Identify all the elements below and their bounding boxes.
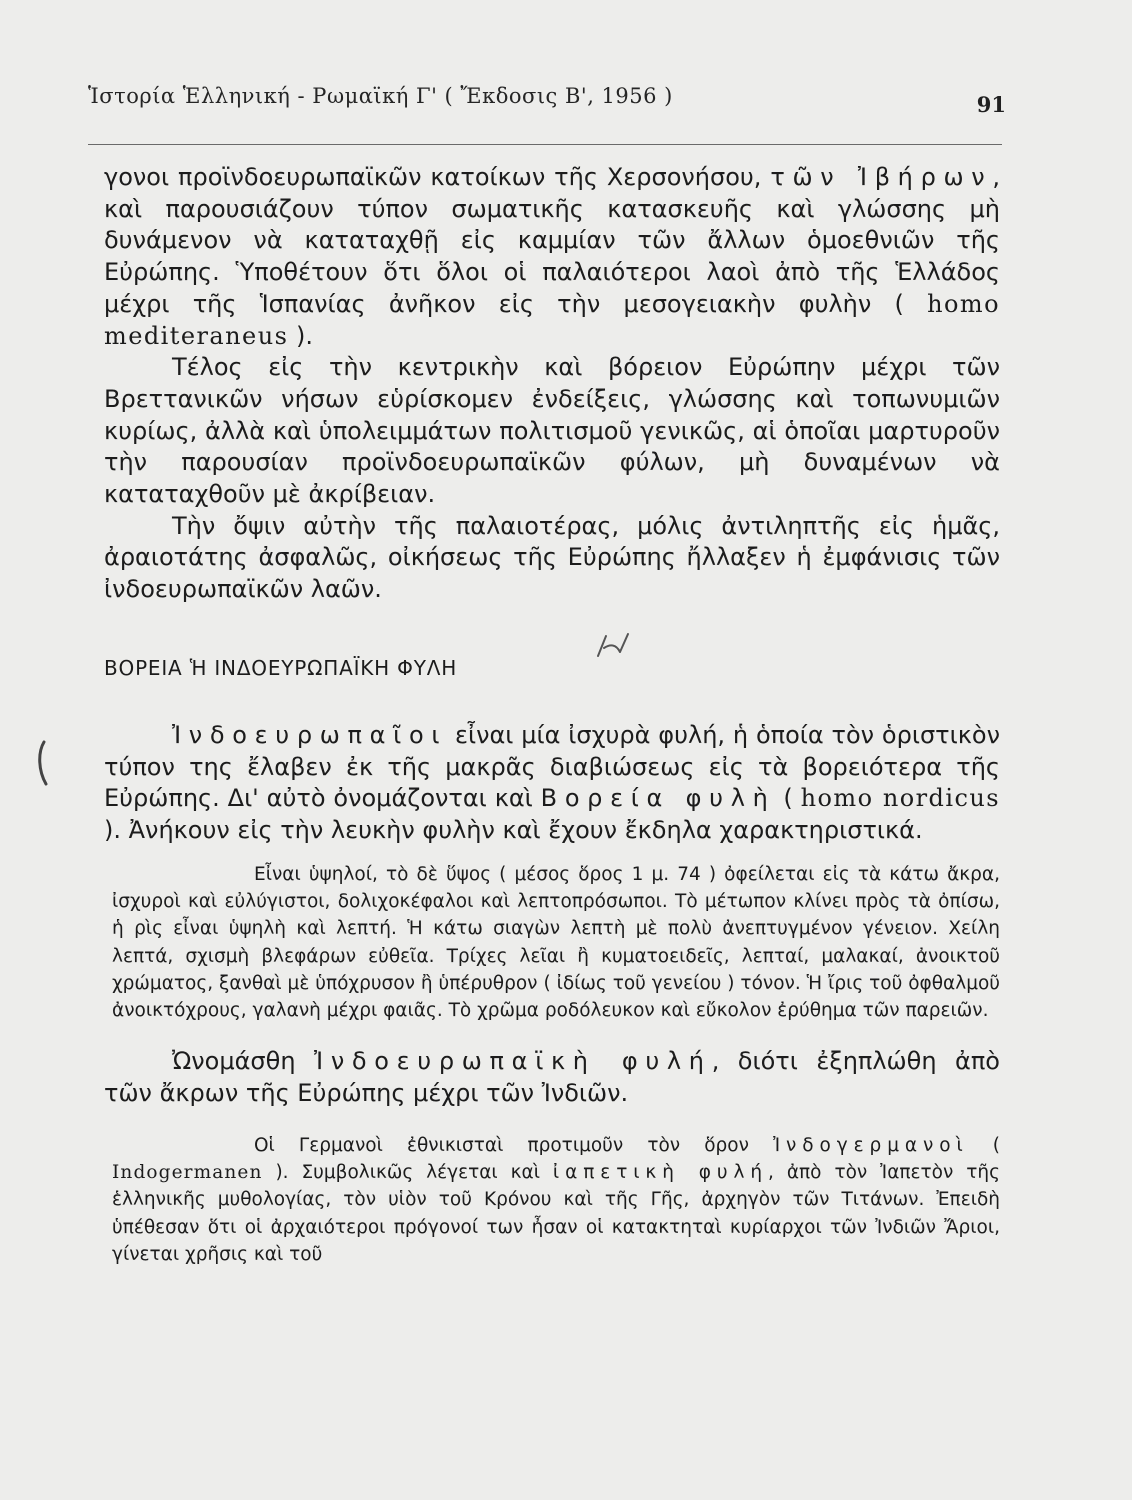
text-run: ). Ἀνήκουν εἰς τὴν λευκὴν φυλὴν καὶ ἔχουν ἔκδηλα χαρακτηριστικά. — [104, 815, 923, 844]
latin-term: homo mediteraneus — [104, 289, 1000, 350]
text-run: Ὠνομάσθη — [172, 1047, 315, 1076]
text-run: ( — [775, 784, 801, 813]
text-run: Τὴν ὄψιν αὐτὴν τῆς παλαιοτέρας, μόλις ἀντιληπτῆς εἰς ἡμᾶς, ἀραιοτάτης ἀσφαλῶς, οἰκήσεως τῆς Εὐρώπης ἤλλαξεν ἡ ἐμφάνισις τῶν ἰνδοευρωπαϊκῶν λαῶν. — [104, 511, 1000, 604]
paragraph-appearance — [104, 511, 1000, 606]
spacer — [104, 847, 1000, 861]
text-run: εἶναι μία ἰσχυρὰ φυλή, ἡ ὁποία τὸν ὁριστικὸν τύπον της ἔλαβεν ἐκ τῆς μακρᾶς διαβιώσεως εἰς τὰ βορειότερα τῆς Εὐρώπης. Δι' αὐτὸ ὀνομάζονται καὶ — [104, 720, 1000, 813]
text-run: ). — [288, 321, 313, 350]
pencil-mark-icon — [594, 630, 634, 664]
margin-mark-icon — [32, 740, 52, 786]
footnote-block — [112, 1132, 1000, 1268]
body-text — [104, 162, 1000, 1268]
page-number: 91 — [976, 92, 1006, 117]
text-run: Τέλος εἰς τὴν κεντρικὴν καὶ βόρειον Εὐρώπην μέχρι τῶν Βρεττανικῶν νήσων εὑρίσκομεν ἐνδείξεις, γλώσσης καὶ τοπωνυμιῶν κυρίως, ἀλλὰ καὶ ὑπολειμμάτων πολιτισμοῦ γενικῶς, αἱ ὁποῖαι μαρτυροῦν τὴν παρουσίαν προϊνδοευρωπαϊκῶν φύλων, μὴ δυναμένων νὰ καταταχθοῦν μὲ ἀκρίβειαν. — [104, 353, 1000, 509]
text-run: γονοι προϊνδοευρωπαϊκῶν κατοίκων τῆς Χερσονήσου, — [104, 163, 771, 191]
paragraph-indoeuropeans — [104, 720, 1000, 847]
text-run: ( — [968, 1134, 1001, 1156]
spacer — [104, 1024, 1000, 1046]
emphasis-indogermanoi: Ἰνδογερμανοὶ — [773, 1134, 969, 1156]
text-run: Οἱ Γερμανοὶ ἐθνικισταὶ προτιμοῦν τὸν ὅρον — [254, 1134, 774, 1156]
header-rule — [88, 144, 1002, 145]
paragraph-central-europe — [104, 352, 1000, 511]
text-run: , διότι ἐξηπλώθη ἀπὸ τῶν ἄκρων τῆς Εὐρώπης μέχρι τῶν Ἰνδιῶν. — [104, 1047, 1000, 1108]
text-run: , καὶ παρουσιάζουν τύπον σωματικῆς κατασκευῆς καὶ γλώσσης μὴ δυνάμενον νὰ καταταχθῇ εἰς καμμίαν τῶν ἄλλων ὁμοεθνιῶν τῆς Εὐρώπης. Ὑποθέτουν ὅτι ὅλοι οἱ παλαιότεροι λαοὶ ἀπὸ τῆς Ἑλλάδος μέχρι τῆς Ἱσπανίας ἀνῆκον εἰς τὴν μεσογειακὴν φυλὴν ( — [104, 163, 1000, 318]
emphasis-iapetic-race: ἰαπετικὴ φυλή — [552, 1162, 769, 1184]
book-page — [88, 70, 1006, 1480]
page-header — [88, 80, 1004, 120]
description-block: Εἶναι ὑψηλοί, τὸ δὲ ὕψος ( μέσος ὅρος 1 μ. 74 ) ὀφείλεται εἰς τὰ κάτω ἄκρα, ἰσχυροὶ καὶ εὐλύγιστοι, δολιχοκέφαλοι καὶ λεπτοπρόσωποι. Τὸ μέτωπον κλίνει πρὸς τὰ ὀπίσω, ἡ ρὶς εἶναι ὑψηλὴ καὶ λεπτή. Ἡ κάτω σιαγὼν λεπτὴ μὲ πολὺ ἀνεπτυγμένον γένειον. Χείλη λεπτά, σχισμὴ βλεφάρων εὐθεῖα. Τρίχες λεῖαι ἢ κυματοειδεῖς, λεπταί, μαλακαί, ἀνοικτοῦ χρώματος, ξανθαὶ μὲ ὑπόχρυσον ἢ ὑπέρυθρον ( ἰδίως τοῦ γενείου ) τόνον. Ἡ ἴρις τοῦ ὀφθαλμοῦ ἀνοικτόχρους, γαλανὴ μέχρι φαιᾶς. Τὸ χρῶμα ροδόλευκον καὶ εὔκολον ἐρύθημα τῶν παρειῶν. — [112, 863, 1000, 1022]
emphasis-northern-race: Βορεία φυλὴ — [540, 784, 776, 813]
section-heading: ΒΟΡΕΙΑ Ἡ ΙΝΔΟΕΥΡΩΠΑΪΚΗ ΦΥΛΗ — [104, 655, 458, 680]
latin-term: homo nordicus — [800, 784, 1000, 813]
spacer — [104, 1110, 1000, 1132]
paragraph-naming — [104, 1046, 1000, 1109]
emphasis-indoeuropeans: Ἰνδοευρωπαῖοι — [172, 720, 448, 749]
text-run: ). Συμβολικῶς λέγεται καὶ — [262, 1162, 553, 1184]
paragraph-iberians — [104, 162, 1000, 352]
emphasis-iberians: τῶν Ἰβήρων — [770, 163, 993, 191]
running-head: Ἱστορία Ἑλληνική - Ρωμαϊκή Γ' ( Ἔκδοσις Β', 1956 ) — [88, 84, 673, 108]
latin-term: Indogermanen — [112, 1162, 263, 1184]
emphasis-indoeuropean-race: Ἰνδοευρωπαϊκὴ φυλή — [314, 1047, 712, 1076]
text-run: , ἀπὸ τὸν Ἰαπετὸν τῆς ἑλληνικῆς μυθολογίας, τὸν υἱὸν τοῦ Κρόνου καὶ τῆς Γῆς, ἀρχηγὸν τῶν Τιτάνων. Ἐπειδὴ ὑπέθεσαν ὅτι οἱ ἀρχαιότεροι πρόγονοί των ἦσαν οἱ κατακτηταὶ κυρίαρχοι τῶν Ἰνδιῶν Ἄριοι, γίνεται χρῆσις καὶ τοῦ — [112, 1162, 1000, 1266]
